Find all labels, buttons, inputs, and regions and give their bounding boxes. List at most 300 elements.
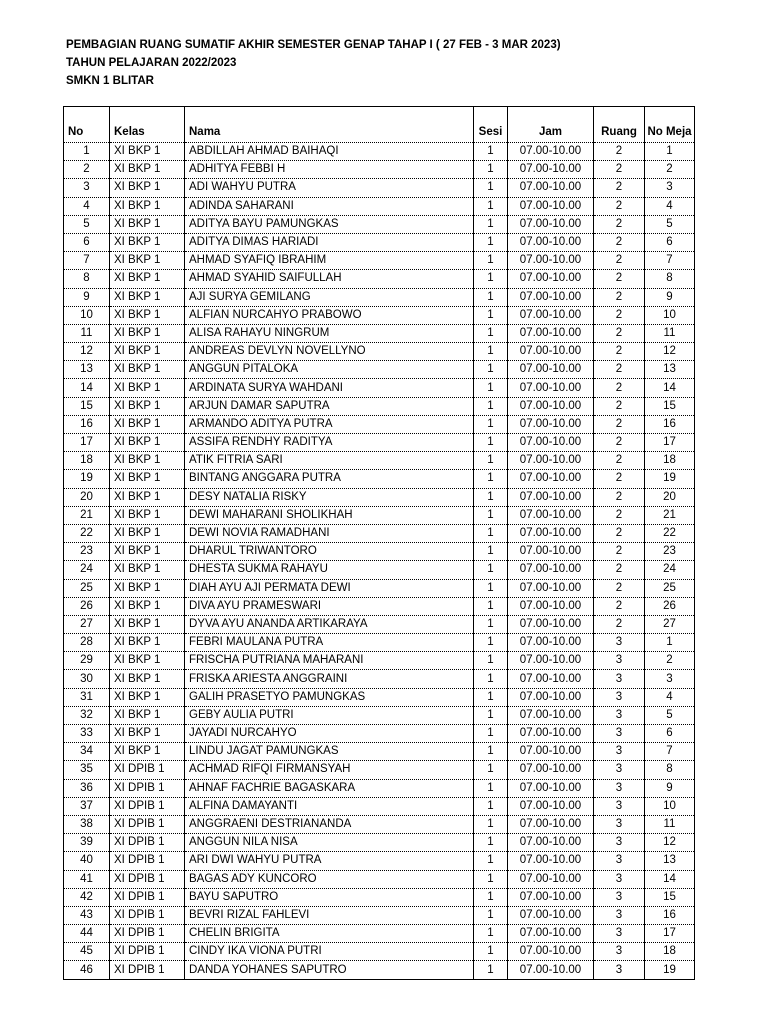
cell-nama: GALIH PRASETYO PAMUNGKAS	[185, 688, 474, 706]
cell-no: 1	[64, 143, 110, 161]
cell-no: 41	[64, 870, 110, 888]
table-row	[64, 524, 695, 542]
table-row	[64, 324, 695, 342]
cell-nama: ADHITYA FEBBI H	[185, 161, 474, 179]
cell-ruang: 3	[594, 870, 645, 888]
cell-nama: CINDY IKA VIONA PUTRI	[185, 943, 474, 961]
table-row	[64, 579, 695, 597]
cell-no-meja: 15	[645, 888, 695, 906]
cell-ruang: 3	[594, 761, 645, 779]
cell-sesi: 1	[474, 961, 508, 979]
cell-ruang: 3	[594, 797, 645, 815]
cell-kelas: XI BKP 1	[110, 470, 185, 488]
cell-ruang: 2	[594, 415, 645, 433]
cell-no: 15	[64, 397, 110, 415]
cell-nama: CHELIN BRIGITA	[185, 925, 474, 943]
cell-ruang: 2	[594, 470, 645, 488]
cell-jam: 07.00-10.00	[508, 215, 594, 233]
cell-ruang: 3	[594, 779, 645, 797]
cell-sesi: 1	[474, 488, 508, 506]
cell-nama: ANGGUN NILA NISA	[185, 834, 474, 852]
cell-sesi: 1	[474, 888, 508, 906]
cell-sesi: 1	[474, 779, 508, 797]
cell-jam: 07.00-10.00	[508, 561, 594, 579]
cell-sesi: 1	[474, 524, 508, 542]
cell-no: 33	[64, 725, 110, 743]
cell-no-meja: 20	[645, 488, 695, 506]
cell-no: 22	[64, 524, 110, 542]
col-header-sesi: Sesi	[474, 107, 508, 143]
cell-nama: LINDU JAGAT PAMUNGKAS	[185, 743, 474, 761]
cell-kelas: XI BKP 1	[110, 415, 185, 433]
cell-no: 10	[64, 306, 110, 324]
cell-sesi: 1	[474, 179, 508, 197]
cell-jam: 07.00-10.00	[508, 925, 594, 943]
cell-no-meja: 18	[645, 452, 695, 470]
cell-nama: GEBY AULIA PUTRI	[185, 706, 474, 724]
cell-no-meja: 16	[645, 906, 695, 924]
cell-nama: FRISKA ARIESTA ANGGRAINI	[185, 670, 474, 688]
cell-no-meja: 22	[645, 524, 695, 542]
cell-ruang: 3	[594, 852, 645, 870]
cell-kelas: XI DPIB 1	[110, 888, 185, 906]
cell-no: 2	[64, 161, 110, 179]
cell-jam: 07.00-10.00	[508, 179, 594, 197]
table-row	[64, 925, 695, 943]
cell-nama: ACHMAD RIFQI FIRMANSYAH	[185, 761, 474, 779]
cell-kelas: XI BKP 1	[110, 434, 185, 452]
cell-kelas: XI DPIB 1	[110, 906, 185, 924]
cell-no: 26	[64, 597, 110, 615]
cell-no: 46	[64, 961, 110, 979]
cell-kelas: XI BKP 1	[110, 615, 185, 633]
table-row	[64, 852, 695, 870]
cell-no: 24	[64, 561, 110, 579]
cell-ruang: 2	[594, 488, 645, 506]
cell-no: 21	[64, 506, 110, 524]
cell-sesi: 1	[474, 706, 508, 724]
cell-no: 30	[64, 670, 110, 688]
cell-jam: 07.00-10.00	[508, 579, 594, 597]
cell-nama: ADITYA DIMAS HARIADI	[185, 233, 474, 251]
cell-kelas: XI BKP 1	[110, 288, 185, 306]
cell-nama: DEWI NOVIA RAMADHANI	[185, 524, 474, 542]
cell-kelas: XI DPIB 1	[110, 797, 185, 815]
cell-sesi: 1	[474, 306, 508, 324]
cell-nama: ASSIFA RENDHY RADITYA	[185, 434, 474, 452]
table-row	[64, 725, 695, 743]
cell-jam: 07.00-10.00	[508, 834, 594, 852]
table-row	[64, 906, 695, 924]
table-row	[64, 888, 695, 906]
cell-ruang: 2	[594, 434, 645, 452]
cell-ruang: 2	[594, 361, 645, 379]
table-row	[64, 233, 695, 251]
cell-kelas: XI DPIB 1	[110, 870, 185, 888]
cell-jam: 07.00-10.00	[508, 197, 594, 215]
document-heading	[66, 36, 561, 90]
cell-no: 38	[64, 815, 110, 833]
cell-no-meja: 1	[645, 634, 695, 652]
cell-jam: 07.00-10.00	[508, 306, 594, 324]
cell-sesi: 1	[474, 688, 508, 706]
cell-no-meja: 7	[645, 743, 695, 761]
cell-no: 29	[64, 652, 110, 670]
cell-no-meja: 4	[645, 197, 695, 215]
cell-nama: ANGGRAENI DESTRIANANDA	[185, 815, 474, 833]
cell-no-meja: 15	[645, 397, 695, 415]
cell-kelas: XI DPIB 1	[110, 961, 185, 979]
table-row	[64, 743, 695, 761]
cell-jam: 07.00-10.00	[508, 743, 594, 761]
cell-sesi: 1	[474, 215, 508, 233]
cell-ruang: 3	[594, 670, 645, 688]
cell-kelas: XI DPIB 1	[110, 761, 185, 779]
cell-sesi: 1	[474, 161, 508, 179]
cell-kelas: XI BKP 1	[110, 197, 185, 215]
table-row	[64, 197, 695, 215]
cell-nama: AHMAD SYAHID SAIFULLAH	[185, 270, 474, 288]
cell-no-meja: 3	[645, 179, 695, 197]
cell-no: 8	[64, 270, 110, 288]
cell-sesi: 1	[474, 470, 508, 488]
table-row	[64, 870, 695, 888]
cell-ruang: 2	[594, 143, 645, 161]
cell-jam: 07.00-10.00	[508, 943, 594, 961]
cell-kelas: XI BKP 1	[110, 743, 185, 761]
table-row	[64, 415, 695, 433]
cell-kelas: XI DPIB 1	[110, 834, 185, 852]
cell-sesi: 1	[474, 725, 508, 743]
cell-no-meja: 3	[645, 670, 695, 688]
cell-sesi: 1	[474, 797, 508, 815]
cell-jam: 07.00-10.00	[508, 852, 594, 870]
cell-ruang: 3	[594, 906, 645, 924]
cell-nama: BAYU SAPUTRO	[185, 888, 474, 906]
table-row	[64, 797, 695, 815]
cell-no: 19	[64, 470, 110, 488]
cell-ruang: 2	[594, 288, 645, 306]
table-row	[64, 452, 695, 470]
cell-ruang: 2	[594, 506, 645, 524]
cell-sesi: 1	[474, 670, 508, 688]
cell-sesi: 1	[474, 906, 508, 924]
cell-kelas: XI BKP 1	[110, 670, 185, 688]
cell-ruang: 2	[594, 324, 645, 342]
cell-no-meja: 11	[645, 324, 695, 342]
cell-sesi: 1	[474, 361, 508, 379]
cell-no: 34	[64, 743, 110, 761]
col-header-nama: Nama	[185, 107, 474, 143]
cell-sesi: 1	[474, 743, 508, 761]
cell-ruang: 2	[594, 343, 645, 361]
cell-jam: 07.00-10.00	[508, 615, 594, 633]
cell-no: 45	[64, 943, 110, 961]
cell-no-meja: 17	[645, 925, 695, 943]
cell-nama: FRISCHA PUTRIANA MAHARANI	[185, 652, 474, 670]
cell-ruang: 2	[594, 561, 645, 579]
cell-no: 3	[64, 179, 110, 197]
cell-no-meja: 19	[645, 961, 695, 979]
cell-sesi: 1	[474, 270, 508, 288]
cell-no: 12	[64, 343, 110, 361]
cell-kelas: XI DPIB 1	[110, 852, 185, 870]
table-row	[64, 288, 695, 306]
cell-kelas: XI BKP 1	[110, 543, 185, 561]
cell-jam: 07.00-10.00	[508, 888, 594, 906]
cell-no-meja: 17	[645, 434, 695, 452]
cell-nama: DESY NATALIA RISKY	[185, 488, 474, 506]
cell-no-meja: 14	[645, 379, 695, 397]
cell-no-meja: 9	[645, 779, 695, 797]
cell-jam: 07.00-10.00	[508, 452, 594, 470]
cell-ruang: 2	[594, 597, 645, 615]
table-row	[64, 161, 695, 179]
cell-no-meja: 23	[645, 543, 695, 561]
table-row	[64, 470, 695, 488]
cell-no-meja: 9	[645, 288, 695, 306]
table-row	[64, 543, 695, 561]
cell-ruang: 2	[594, 252, 645, 270]
cell-nama: DHESTA SUKMA RAHAYU	[185, 561, 474, 579]
cell-kelas: XI BKP 1	[110, 379, 185, 397]
table-row	[64, 815, 695, 833]
cell-no: 32	[64, 706, 110, 724]
cell-nama: ARDINATA SURYA WAHDANI	[185, 379, 474, 397]
table-row	[64, 306, 695, 324]
cell-jam: 07.00-10.00	[508, 961, 594, 979]
cell-ruang: 3	[594, 688, 645, 706]
cell-jam: 07.00-10.00	[508, 161, 594, 179]
cell-jam: 07.00-10.00	[508, 688, 594, 706]
cell-jam: 07.00-10.00	[508, 343, 594, 361]
cell-jam: 07.00-10.00	[508, 670, 594, 688]
table-row	[64, 488, 695, 506]
cell-kelas: XI BKP 1	[110, 324, 185, 342]
cell-jam: 07.00-10.00	[508, 815, 594, 833]
cell-jam: 07.00-10.00	[508, 397, 594, 415]
cell-no-meja: 13	[645, 361, 695, 379]
cell-nama: DIAH AYU AJI PERMATA DEWI	[185, 579, 474, 597]
cell-jam: 07.00-10.00	[508, 288, 594, 306]
cell-jam: 07.00-10.00	[508, 434, 594, 452]
table-header-row	[64, 107, 695, 143]
cell-sesi: 1	[474, 233, 508, 251]
cell-no-meja: 12	[645, 834, 695, 852]
cell-nama: ADI WAHYU PUTRA	[185, 179, 474, 197]
cell-kelas: XI BKP 1	[110, 725, 185, 743]
cell-sesi: 1	[474, 852, 508, 870]
table-row	[64, 670, 695, 688]
cell-ruang: 2	[594, 197, 645, 215]
table-row	[64, 943, 695, 961]
table-row	[64, 270, 695, 288]
cell-sesi: 1	[474, 434, 508, 452]
cell-sesi: 1	[474, 615, 508, 633]
table-row	[64, 834, 695, 852]
cell-kelas: XI BKP 1	[110, 706, 185, 724]
cell-ruang: 3	[594, 925, 645, 943]
cell-nama: ALISA RAHAYU NINGRUM	[185, 324, 474, 342]
table-row	[64, 434, 695, 452]
cell-no-meja: 14	[645, 870, 695, 888]
cell-jam: 07.00-10.00	[508, 906, 594, 924]
cell-jam: 07.00-10.00	[508, 779, 594, 797]
cell-no-meja: 1	[645, 143, 695, 161]
cell-no: 43	[64, 906, 110, 924]
cell-ruang: 3	[594, 943, 645, 961]
cell-sesi: 1	[474, 870, 508, 888]
cell-jam: 07.00-10.00	[508, 870, 594, 888]
cell-sesi: 1	[474, 634, 508, 652]
cell-no: 31	[64, 688, 110, 706]
cell-ruang: 3	[594, 834, 645, 852]
cell-nama: AHMAD SYAFIQ IBRAHIM	[185, 252, 474, 270]
cell-jam: 07.00-10.00	[508, 524, 594, 542]
cell-no-meja: 8	[645, 270, 695, 288]
table-row	[64, 215, 695, 233]
cell-jam: 07.00-10.00	[508, 252, 594, 270]
cell-no: 4	[64, 197, 110, 215]
cell-jam: 07.00-10.00	[508, 761, 594, 779]
col-header-no-meja: No Meja	[645, 107, 695, 143]
cell-sesi: 1	[474, 452, 508, 470]
cell-nama: ABDILLAH AHMAD BAIHAQI	[185, 143, 474, 161]
cell-no-meja: 21	[645, 506, 695, 524]
cell-jam: 07.00-10.00	[508, 725, 594, 743]
cell-no: 27	[64, 615, 110, 633]
cell-nama: BAGAS ADY KUNCORO	[185, 870, 474, 888]
cell-no-meja: 2	[645, 161, 695, 179]
cell-no: 28	[64, 634, 110, 652]
cell-no: 16	[64, 415, 110, 433]
cell-no: 23	[64, 543, 110, 561]
table-row	[64, 343, 695, 361]
cell-kelas: XI BKP 1	[110, 579, 185, 597]
cell-kelas: XI BKP 1	[110, 306, 185, 324]
cell-kelas: XI BKP 1	[110, 506, 185, 524]
cell-kelas: XI DPIB 1	[110, 815, 185, 833]
cell-kelas: XI BKP 1	[110, 397, 185, 415]
cell-nama: JAYADI NURCAHYO	[185, 725, 474, 743]
cell-ruang: 2	[594, 379, 645, 397]
cell-no-meja: 5	[645, 215, 695, 233]
table-row	[64, 397, 695, 415]
cell-sesi: 1	[474, 834, 508, 852]
school-name: SMKN 1 BLITAR	[66, 75, 154, 87]
cell-kelas: XI DPIB 1	[110, 943, 185, 961]
table-row	[64, 961, 695, 979]
cell-sesi: 1	[474, 579, 508, 597]
table-row	[64, 615, 695, 633]
cell-nama: ANGGUN PITALOKA	[185, 361, 474, 379]
cell-no-meja: 24	[645, 561, 695, 579]
cell-jam: 07.00-10.00	[508, 143, 594, 161]
cell-no-meja: 4	[645, 688, 695, 706]
cell-ruang: 3	[594, 652, 645, 670]
cell-nama: ARJUN DAMAR SAPUTRA	[185, 397, 474, 415]
cell-jam: 07.00-10.00	[508, 652, 594, 670]
cell-ruang: 2	[594, 161, 645, 179]
cell-nama: ALFINA DAMAYANTI	[185, 797, 474, 815]
cell-sesi: 1	[474, 397, 508, 415]
cell-kelas: XI BKP 1	[110, 634, 185, 652]
cell-nama: DYVA AYU ANANDA ARTIKARAYA	[185, 615, 474, 633]
cell-jam: 07.00-10.00	[508, 634, 594, 652]
cell-no: 35	[64, 761, 110, 779]
cell-jam: 07.00-10.00	[508, 706, 594, 724]
cell-no: 20	[64, 488, 110, 506]
cell-nama: ARMANDO ADITYA PUTRA	[185, 415, 474, 433]
cell-sesi: 1	[474, 252, 508, 270]
cell-sesi: 1	[474, 561, 508, 579]
cell-no-meja: 8	[645, 761, 695, 779]
cell-nama: ANDREAS DEVLYN NOVELLYNO	[185, 343, 474, 361]
cell-sesi: 1	[474, 652, 508, 670]
cell-kelas: XI BKP 1	[110, 688, 185, 706]
cell-nama: ATIK FITRIA SARI	[185, 452, 474, 470]
cell-ruang: 2	[594, 397, 645, 415]
cell-ruang: 3	[594, 961, 645, 979]
cell-no: 25	[64, 579, 110, 597]
cell-no-meja: 7	[645, 252, 695, 270]
cell-no-meja: 5	[645, 706, 695, 724]
cell-no-meja: 6	[645, 725, 695, 743]
cell-jam: 07.00-10.00	[508, 543, 594, 561]
cell-kelas: XI BKP 1	[110, 452, 185, 470]
cell-sesi: 1	[474, 288, 508, 306]
cell-ruang: 2	[594, 579, 645, 597]
table-row	[64, 634, 695, 652]
cell-no-meja: 19	[645, 470, 695, 488]
cell-sesi: 1	[474, 343, 508, 361]
table-row	[64, 179, 695, 197]
cell-no-meja: 13	[645, 852, 695, 870]
cell-kelas: XI BKP 1	[110, 597, 185, 615]
cell-no-meja: 27	[645, 615, 695, 633]
cell-kelas: XI BKP 1	[110, 343, 185, 361]
col-header-kelas: Kelas	[110, 107, 185, 143]
cell-no-meja: 18	[645, 943, 695, 961]
cell-no: 40	[64, 852, 110, 870]
cell-no-meja: 12	[645, 343, 695, 361]
cell-no: 37	[64, 797, 110, 815]
cell-no-meja: 11	[645, 815, 695, 833]
academic-year: TAHUN PELAJARAN 2022/2023	[66, 57, 237, 69]
cell-nama: DEWI MAHARANI SHOLIKHAH	[185, 506, 474, 524]
cell-sesi: 1	[474, 197, 508, 215]
table-row	[64, 379, 695, 397]
cell-ruang: 2	[594, 270, 645, 288]
cell-kelas: XI BKP 1	[110, 561, 185, 579]
cell-no-meja: 6	[645, 233, 695, 251]
cell-no: 42	[64, 888, 110, 906]
cell-no: 7	[64, 252, 110, 270]
col-header-no: No	[64, 107, 110, 143]
cell-sesi: 1	[474, 415, 508, 433]
cell-sesi: 1	[474, 543, 508, 561]
cell-no: 44	[64, 925, 110, 943]
table-row	[64, 506, 695, 524]
table-row	[64, 361, 695, 379]
cell-jam: 07.00-10.00	[508, 233, 594, 251]
table-row	[64, 143, 695, 161]
cell-no-meja: 10	[645, 797, 695, 815]
cell-sesi: 1	[474, 761, 508, 779]
cell-jam: 07.00-10.00	[508, 270, 594, 288]
cell-kelas: XI BKP 1	[110, 161, 185, 179]
cell-no: 13	[64, 361, 110, 379]
